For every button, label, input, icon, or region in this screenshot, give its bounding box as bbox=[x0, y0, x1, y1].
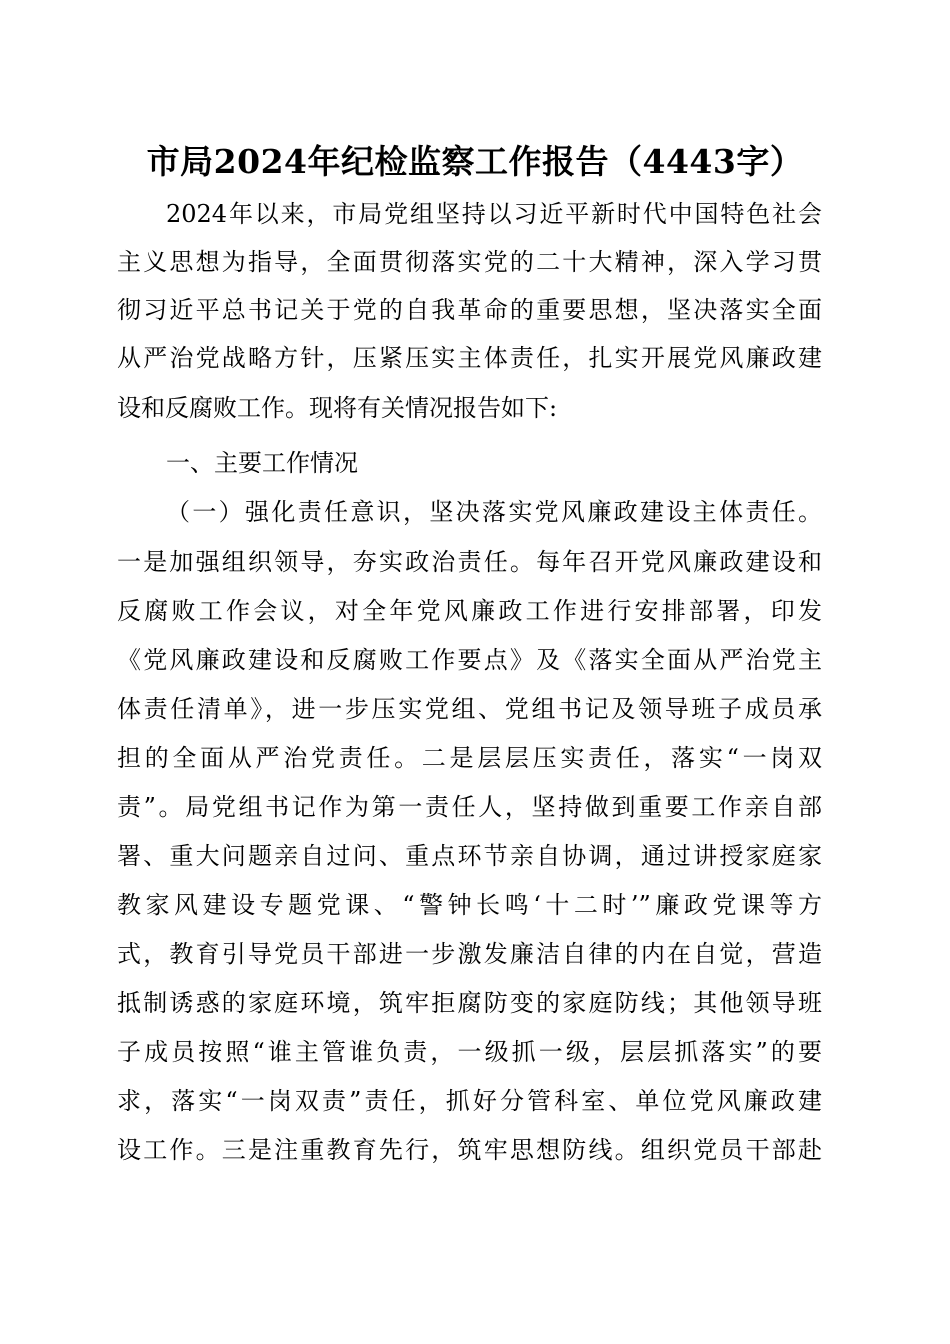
body-line: 子成员按照“谁主管谁负责，一级抓一级，层层抓落实”的要 bbox=[117, 1038, 822, 1066]
subsection-heading-line: （一）强化责任意识，坚决落实党风廉政建设主体责任。 bbox=[166, 498, 822, 526]
intro-line: 彻习近平总书记关于党的自我革命的重要思想，坚决落实全面 bbox=[117, 296, 822, 324]
body-line: 署、重大问题亲自过问、重点环节亲自协调，通过讲授家庭家 bbox=[117, 842, 822, 870]
body-line: 抵制诱惑的家庭环境，筑牢拒腐防变的家庭防线；其他领导班 bbox=[117, 989, 822, 1017]
intro-line: 设和反腐败工作。现将有关情况报告如下: bbox=[117, 394, 558, 422]
body-line: 反腐败工作会议，对全年党风廉政工作进行安排部署，印发 bbox=[117, 597, 822, 625]
intro-line: 主义思想为指导，全面贯彻落实党的二十大精神，深入学习贯 bbox=[117, 248, 822, 276]
body-line: 《党风廉政建设和反腐败工作要点》及《落实全面从严治党主 bbox=[117, 646, 822, 674]
body-line: 教家风建设专题党课、“警钟长鸣‘十二时’”廉政党课等方 bbox=[117, 891, 822, 919]
intro-line: 从严治党战略方针，压紧压实主体责任，扎实开展党风廉政建 bbox=[117, 344, 822, 372]
body-line: 式，教育引导党员干部进一步激发廉洁自律的内在自觉，营造 bbox=[117, 940, 822, 968]
body-line: 一是加强组织领导，夯实政治责任。每年召开党风廉政建设和 bbox=[117, 548, 822, 576]
section-heading: 一、主要工作情况 bbox=[166, 449, 358, 477]
intro-line: 2024年以来，市局党组坚持以习近平新时代中国特色社会 bbox=[166, 200, 822, 228]
body-line: 担的全面从严治党责任。二是层层压实责任，落实“一岗双 bbox=[117, 744, 822, 772]
body-line: 设工作。三是注重教育先行，筑牢思想防线。组织党员干部赴 bbox=[117, 1136, 822, 1164]
document-title: 市局2024年纪检监察工作报告（4443字） bbox=[146, 142, 804, 181]
body-line: 体责任清单》，进一步压实党组、党组书记及领导班子成员承 bbox=[117, 695, 822, 723]
body-line: 责”。局党组书记作为第一责任人，坚持做到重要工作亲自部 bbox=[117, 793, 822, 821]
body-line: 求，落实“一岗双责”责任，抓好分管科室、单位党风廉政建 bbox=[117, 1087, 822, 1115]
